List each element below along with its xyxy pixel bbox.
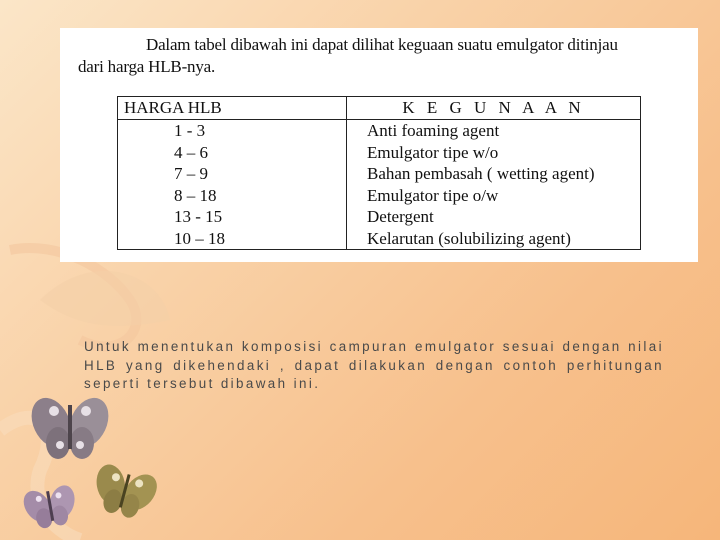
butterfly-icon <box>83 456 167 525</box>
intro-line-2: dari harga HLB-nya. <box>78 57 216 76</box>
body-paragraph: Untuk menentukan komposisi campuran emulgator sesuai dengan nilai HLB yang dikehendaki , dapat dilakukan dengan contoh perhitungan seperti tersebut dibawah ini. <box>84 339 664 391</box>
leaf-shape <box>40 271 170 326</box>
table-row <box>118 163 641 185</box>
hlb-value: 10 – 18 <box>118 228 347 250</box>
header-hlb: HARGA HLB <box>118 97 347 120</box>
use-value: Detergent <box>347 206 641 228</box>
table-row <box>118 142 641 164</box>
intro-text <box>78 34 690 78</box>
use-value: Bahan pembasah ( wetting agent) <box>347 163 641 185</box>
hlb-value: 7 – 9 <box>118 163 347 185</box>
hlb-value: 1 - 3 <box>118 120 347 142</box>
table-row <box>118 185 641 207</box>
use-value: Anti foaming agent <box>347 120 641 142</box>
hlb-value: 13 - 15 <box>118 206 347 228</box>
header-kegunaan: K E G U N A A N <box>347 97 641 120</box>
table-row <box>118 206 641 228</box>
intro-line-1: Dalam tabel dibawah ini dapat dilihat keguaan suatu emulgator ditinjau <box>146 35 618 54</box>
butterfly-icon <box>24 392 116 459</box>
document-image <box>60 28 698 262</box>
use-value: Emulgator tipe w/o <box>347 142 641 164</box>
use-value: Kelarutan (solubilizing agent) <box>347 228 641 250</box>
table-row <box>118 228 641 250</box>
hlb-table <box>117 96 641 250</box>
table-row <box>118 120 641 142</box>
butterfly-icon <box>16 479 84 532</box>
table-header-row <box>118 97 641 120</box>
hlb-value: 8 – 18 <box>118 185 347 207</box>
use-value: Emulgator tipe o/w <box>347 185 641 207</box>
hlb-value: 4 – 6 <box>118 142 347 164</box>
